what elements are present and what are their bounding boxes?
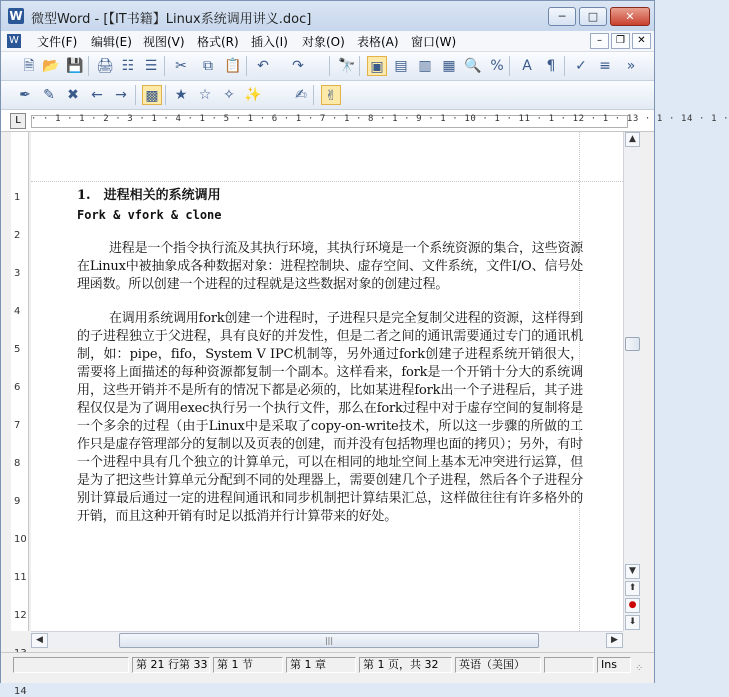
pdf-export-icon[interactable]: ☷ — [121, 58, 135, 74]
paste-icon[interactable]: 📋 — [224, 58, 242, 74]
document-icon[interactable]: W — [7, 34, 21, 48]
vertical-scroll-thumb[interactable] — [625, 337, 640, 351]
vertical-ruler-number: 4 — [14, 306, 21, 317]
menu-view[interactable]: 视图(V) — [143, 35, 185, 49]
status-insert-mode[interactable]: Ins — [597, 657, 631, 673]
toolbar-separator — [165, 85, 166, 105]
menu-format[interactable]: 格式(R) — [197, 35, 239, 49]
bookmark-add-icon[interactable]: ☆ — [198, 87, 212, 103]
vertical-ruler-number: 10 — [14, 534, 27, 545]
replace-icon[interactable]: % — [490, 58, 504, 74]
menu-object[interactable]: 对象(O) — [302, 35, 345, 49]
vertical-ruler-number: 8 — [14, 458, 21, 469]
menu-edit[interactable]: 编辑(E) — [91, 35, 132, 49]
bookmark-list-icon[interactable]: ✍ — [295, 87, 307, 103]
prev-page-button[interactable]: ⬆ — [625, 581, 640, 596]
copy-icon[interactable]: ⧉ — [203, 58, 213, 74]
browse-object-button[interactable]: ● — [625, 598, 640, 613]
print-preview-icon[interactable]: ☰ — [144, 58, 158, 74]
horizontal-ruler[interactable] — [1, 110, 729, 132]
status-blank — [544, 657, 594, 673]
vertical-ruler-number: 3 — [14, 268, 21, 279]
status-chapter: 第 1 章 — [286, 657, 356, 673]
standard-toolbar — [1, 52, 654, 81]
status-language: 英语（美国） — [455, 657, 541, 673]
redo-icon[interactable]: ↷ — [292, 58, 304, 74]
document-page[interactable] — [31, 132, 623, 631]
minimize-button[interactable]: ─ — [548, 7, 576, 26]
toolbar-separator — [329, 56, 330, 76]
track-changes-icon[interactable]: ✌ — [321, 85, 341, 105]
menu-file[interactable]: 文件(F) — [37, 35, 78, 49]
menu-table[interactable]: 表格(A) — [357, 35, 399, 49]
spellcheck-icon[interactable]: ✓ — [575, 58, 587, 74]
format-icon[interactable]: ¶ — [546, 58, 556, 74]
outline-view-icon[interactable]: ▤ — [394, 58, 408, 74]
menu-bar — [1, 31, 654, 52]
scroll-right-button[interactable]: ▶ — [606, 633, 623, 648]
toolbar-separator — [88, 56, 89, 76]
window-title: 微型Word - [【IT书籍】Linux系统调用讲义.doc] — [31, 12, 312, 27]
document-body[interactable] — [77, 186, 583, 526]
zoom-icon[interactable]: 🔍 — [464, 58, 482, 74]
font-color-icon[interactable]: A — [522, 58, 532, 74]
vertical-ruler-number: 9 — [14, 496, 21, 507]
title-bar — [1, 1, 654, 31]
new-document-icon[interactable]: 🗎 — [23, 58, 35, 74]
mdi-close-button[interactable]: ✕ — [632, 33, 651, 49]
next-note-icon[interactable]: → — [115, 87, 127, 103]
open-folder-icon[interactable]: 📂 — [42, 58, 60, 74]
vertical-ruler-number: 2 — [14, 230, 21, 241]
paragraph: 在调用系统调用fork创建一个进程时，子进程只是完全复制父进程的资源，这样得到的子进程独立于父进程，具有良好的并发性，但是二者之间的通讯需要通过专门的通讯机制，如：pipe，fifo，System V IPC机制等，另外通过fork创建子进程系统开销很大，需要将上面描述的每种资源都复制一个副本。这样看来，fork是一个开销十分大的系统调用，这些开销并不是所有的情况下都是必须的，比如某进程fork出一个子进程后，其子进程仅仅是为了调用exec执行另一个执行文件，那么在fork过程中对于虚存空间的复制将是一个多余的过程（由于Linux中是采取了copy-on-write技术，所以这一步骤的所做的工作只是虚存管理部分的复制以及页表的创建，而并没有包括物理也面的拷贝）；另外，有时一个进程中具有几个独立的计算单元，可以在相同的地址空间上基本无冲突进行运算，但是为了把这些计算单元分配到不同的处理器上，需要创建几个子进程，然后各个子进程分别计算最后通过一定的进程间通讯和同步机制把计算结果汇总，这样做往往有许多格外的开销，而且这种开销有时足以抵消并行计算带来的好处。 — [77, 311, 583, 524]
toolbar-separator — [313, 85, 314, 105]
new-note-icon[interactable]: ✒ — [19, 87, 31, 103]
bookmark-prev-icon[interactable]: ✧ — [223, 87, 235, 103]
page-view-icon[interactable]: ▣ — [367, 56, 387, 76]
cut-icon[interactable]: ✂ — [175, 58, 187, 74]
save-icon[interactable]: 💾 — [66, 58, 84, 74]
horizontal-scrollbar[interactable] — [31, 631, 623, 649]
status-line-col: 第 21 行第 33 — [132, 657, 210, 673]
bookmark-icon[interactable]: ★ — [174, 87, 188, 103]
delete-note-icon[interactable]: ✖ — [67, 87, 79, 103]
horizontal-scroll-thumb[interactable]: ||| — [119, 633, 539, 648]
toolbar-separator — [246, 56, 247, 76]
vertical-ruler-number: 11 — [14, 572, 27, 583]
scroll-left-button[interactable]: ◀ — [31, 633, 48, 648]
close-button[interactable]: ✕ — [610, 7, 650, 26]
toolbar-separator — [135, 85, 136, 105]
next-page-button[interactable]: ⬇ — [625, 615, 640, 630]
status-bar — [1, 652, 654, 683]
toolbar-separator — [509, 56, 510, 76]
more-icon[interactable]: » — [626, 58, 636, 74]
vertical-ruler[interactable] — [11, 132, 29, 697]
notes-toolbar — [1, 81, 654, 110]
paragraph: 进程是一个指令执行流及其执行环境，其执行环境是一个系统资源的集合，这些资源在Linux中被抽象成各种数据对象：进程控制块、虚存空间、文件系统，文件I/O、信号处理函数。所以创建一个进程的过程就是这些数据对象的创建过程。 — [77, 241, 583, 292]
mdi-minimize-button[interactable]: – — [590, 33, 609, 49]
bookmark-next-icon[interactable]: ✨ — [244, 87, 262, 103]
tab-selector[interactable]: L — [10, 113, 26, 129]
vertical-ruler-number: 12 — [14, 610, 27, 621]
resize-grip-icon[interactable]: ⁘ — [635, 663, 644, 674]
status-message — [13, 657, 129, 673]
status-page: 第 1 页，共 32 — [359, 657, 452, 673]
edit-note-icon[interactable]: ✎ — [43, 87, 55, 103]
vertical-scrollbar[interactable] — [623, 132, 641, 631]
web-view-icon[interactable]: ▦ — [442, 58, 456, 74]
top-margin-guide — [31, 181, 623, 182]
undo-icon[interactable]: ↶ — [257, 58, 269, 74]
show-notes-icon[interactable]: ▩ — [142, 85, 162, 105]
statistics-icon[interactable]: ≡ — [599, 58, 611, 74]
vertical-ruler-number: 1 — [14, 192, 21, 203]
section-heading: 1. 进程相关的系统调用 — [77, 188, 221, 203]
print-icon[interactable]: 🖨 — [96, 58, 114, 74]
normal-view-icon[interactable]: ▥ — [418, 58, 432, 74]
vertical-ruler-number: 5 — [14, 344, 21, 355]
find-icon[interactable]: 🔭 — [338, 58, 356, 74]
vertical-ruler-number: 7 — [14, 420, 21, 431]
app-icon[interactable]: W — [9, 9, 23, 23]
scroll-up-button[interactable]: ▲ — [625, 132, 640, 147]
vertical-ruler-number: 14 — [14, 686, 27, 697]
status-section: 第 1 节 — [213, 657, 283, 673]
toolbar-separator — [164, 56, 165, 76]
scroll-down-button[interactable]: ▼ — [625, 564, 640, 579]
mdi-restore-button[interactable]: ❐ — [611, 33, 630, 49]
menu-window[interactable]: 窗口(W) — [411, 35, 457, 49]
section-subtitle: Fork & vfork & clone — [77, 208, 222, 222]
toolbar-separator — [564, 56, 565, 76]
menu-insert[interactable]: 插入(I) — [251, 35, 288, 49]
maximize-button[interactable]: □ — [579, 7, 607, 26]
ruler-scale: · · 1 · 1 · 2 · 3 · 1 · 4 · 1 · 5 · 1 · 6 · 1 · 7 · 1 · 8 · 1 · 9 · 1 · 10 · 1 · 11 · 1 · 12 · 1 · 13 · 1 · 14 · 1 · — [31, 114, 729, 124]
toolbar-separator — [359, 56, 360, 76]
prev-note-icon[interactable]: ← — [91, 87, 103, 103]
vertical-ruler-number: 6 — [14, 382, 21, 393]
